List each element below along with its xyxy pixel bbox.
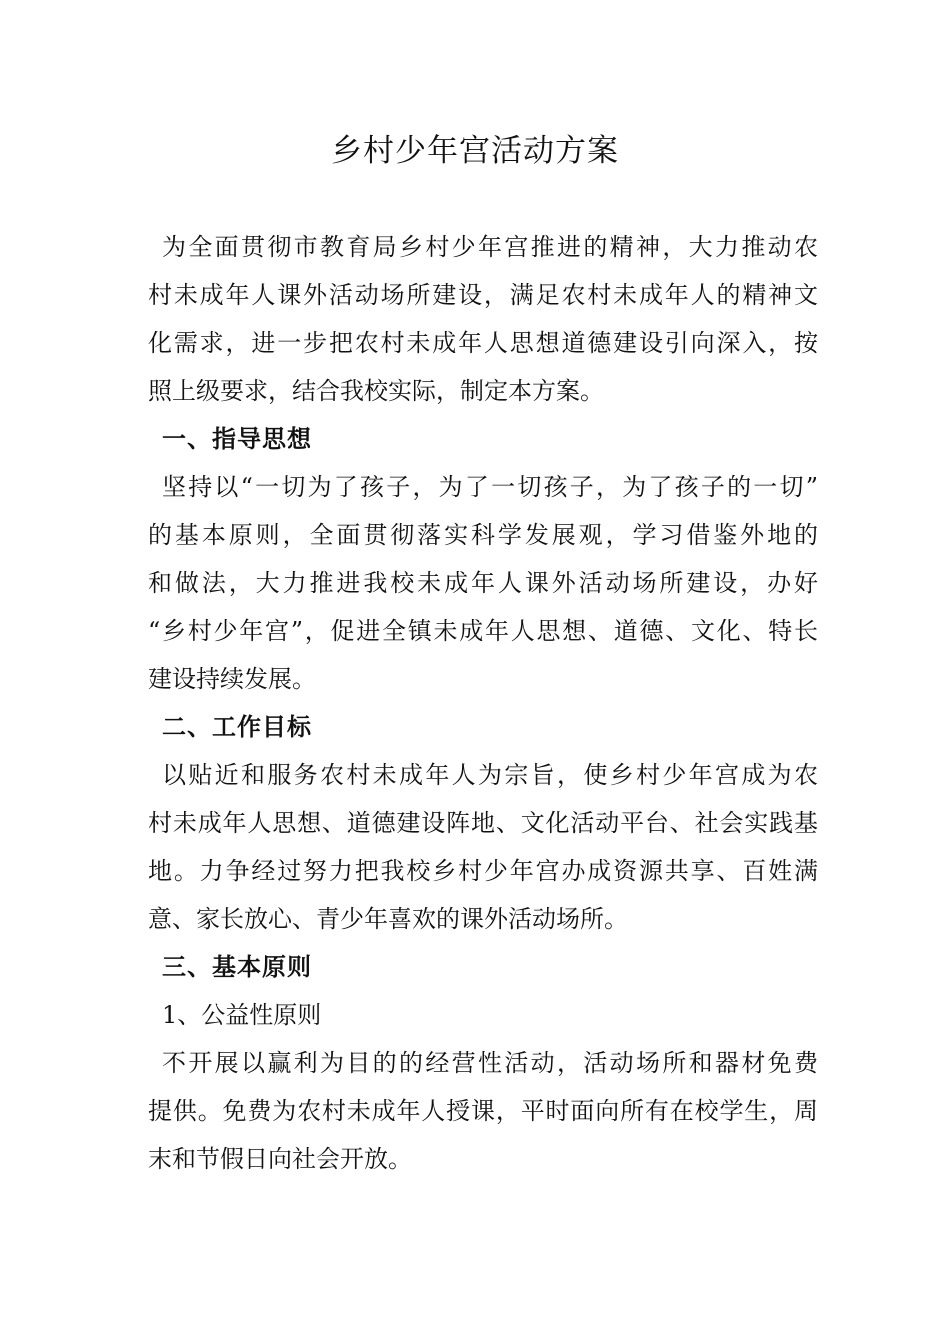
document-title: 乡村少年宫活动方案 bbox=[331, 133, 619, 169]
paragraph-line: 建设持续发展。 bbox=[148, 665, 316, 693]
paragraph-line: 和做法，大力推进我校未成年人课外活动场所建设，办好 bbox=[148, 569, 818, 597]
paragraph-line: 村未成年人思想、道德建设阵地、文化活动平台、社会实践基 bbox=[148, 809, 818, 837]
paragraph-line: 的基本原则，全面贯彻落实科学发展观，学习借鉴外地的 bbox=[148, 521, 818, 549]
paragraph-line: 照上级要求，结合我校实际，制定本方案。 bbox=[148, 377, 604, 405]
section-heading: 三、基本原则 bbox=[162, 953, 312, 981]
subsection-heading: 1、公益性原则 bbox=[162, 1001, 322, 1029]
paragraph-line: 地。力争经过努力把我校乡村少年宫办成资源共享、百姓满 bbox=[148, 857, 818, 885]
paragraph-line: 化需求，进一步把农村未成年人思想道德建设引向深入，按 bbox=[148, 329, 818, 357]
section-heading: 一、指导思想 bbox=[162, 425, 312, 453]
paragraph-line: 坚持以“一切为了孩子，为了一切孩子，为了孩子的一切” bbox=[162, 473, 818, 501]
paragraph-line: 为全面贯彻市教育局乡村少年宫推进的精神，大力推动农 bbox=[162, 233, 818, 261]
paragraph-line: 以贴近和服务农村未成年人为宗旨，使乡村少年宫成为农 bbox=[162, 761, 818, 789]
paragraph-line: “乡村少年宫”，促进全镇未成年人思想、道德、文化、特长 bbox=[148, 617, 818, 645]
section-heading: 二、工作目标 bbox=[162, 713, 312, 741]
paragraph-line: 意、家长放心、青少年喜欢的课外活动场所。 bbox=[148, 905, 628, 933]
paragraph-line: 提供。免费为农村未成年人授课，平时面向所有在校学生，周 bbox=[148, 1097, 818, 1125]
paragraph-line: 村未成年人课外活动场所建设，满足农村未成年人的精神文 bbox=[148, 281, 818, 309]
paragraph-line: 不开展以赢利为目的的经营性活动，活动场所和器材免费 bbox=[162, 1049, 818, 1077]
paragraph-line: 末和节假日向社会开放。 bbox=[148, 1145, 412, 1173]
